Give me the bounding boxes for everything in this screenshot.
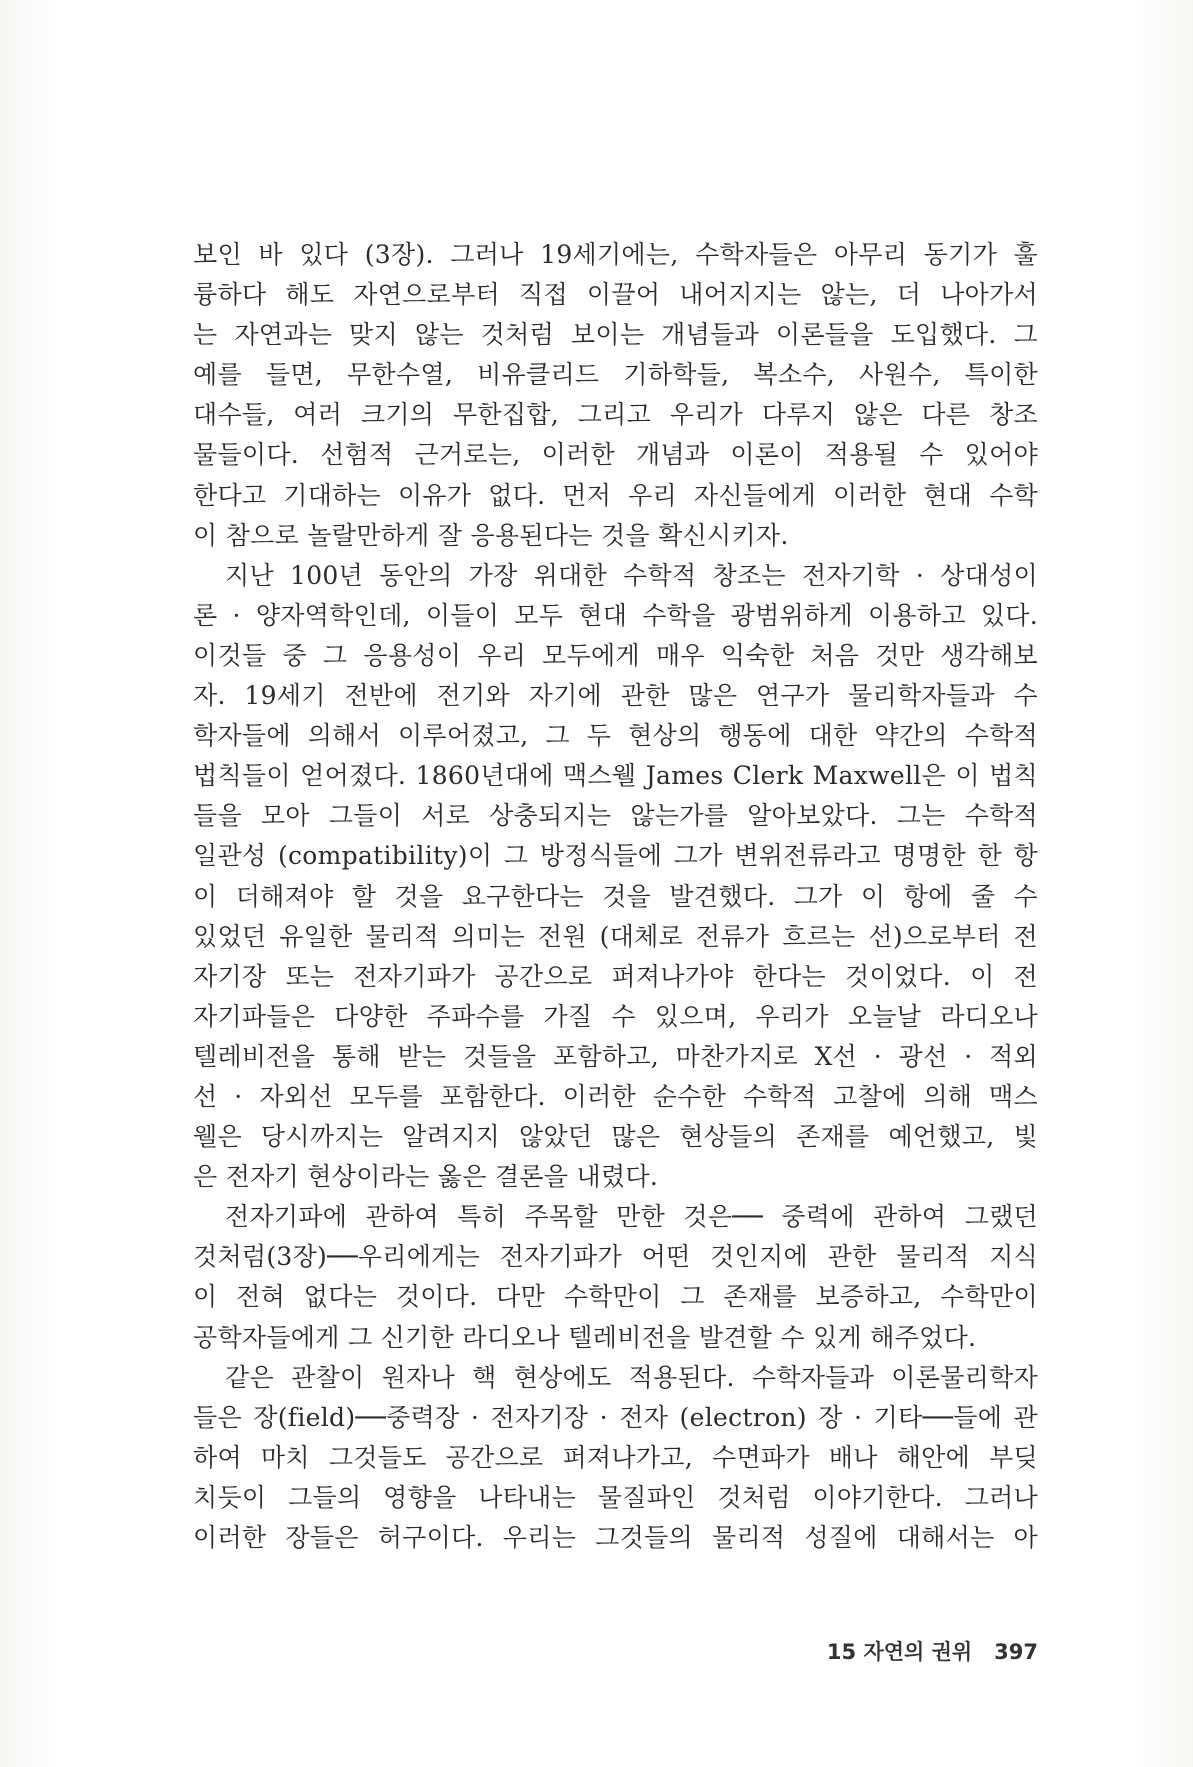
text-line: 있었던 유일한 물리적 의미는 전원 (대체로 전류가 흐르는 선)으로부터 전	[193, 921, 1038, 951]
text-line: 는 자연과는 맞지 않는 것처럼 보이는 개념들과 이론들을 도입했다. 그	[193, 320, 1038, 350]
text-line: 물들이다. 선험적 근거로는, 이러한 개념과 이론이 적용될 수 있어야	[193, 440, 1038, 470]
text-line: 법칙들이 얻어졌다. 1860년대에 맥스웰 James Clerk Maxwell은 이 법칙	[193, 761, 1038, 791]
running-footer-chapter: 15 자연의 권위	[826, 1640, 973, 1664]
text-line: 보인 바 있다 (3장). 그러나 19세기에는, 수학자들은 아무리 동기가 훌	[193, 240, 1038, 269]
text-line: 들을 모아 그들이 서로 상충되지는 않는가를 알아보았다. 그는 수학적	[193, 801, 1038, 831]
text-line: 학자들에 의해서 이루어졌고, 그 두 현상의 행동에 대한 약간의 수학적	[193, 721, 1038, 751]
text-line: 지난 100년 동안의 가장 위대한 수학적 창조는 전자기학 · 상대성이	[225, 560, 1038, 590]
text-line: 륭하다 해도 자연으로부터 직접 이끌어 내어지지는 않는, 더 나아가서	[193, 280, 1038, 310]
text-line: 예를 들면, 무한수열, 비유클리드 기하학들, 복소수, 사원수, 특이한	[193, 360, 1038, 390]
text-line: 일관성 (compatibility)이 그 방정식들에 그가 변위전류라고 명명한 한 항	[193, 841, 1038, 871]
text-line: 은 전자기 현상이라는 옳은 결론을 내렸다.	[193, 1162, 659, 1192]
text-line: 같은 관찰이 원자나 핵 현상에도 적용된다. 수학자들과 이론물리학자	[225, 1362, 1038, 1392]
text-line: 한다고 기대하는 이유가 없다. 먼저 우리 자신들에게 이러한 현대 수학	[193, 480, 1038, 510]
body-text	[193, 235, 1038, 1558]
text-line: 것처럼(3장)──우리에게는 전자기파가 어떤 것인지에 관한 물리적 지식	[193, 1242, 1038, 1272]
text-line: 전자기파에 관하여 특히 주목할 만한 것은── 중력에 관하여 그랬던	[225, 1202, 1038, 1232]
page-footer	[774, 1636, 1038, 1666]
text-line: 이 전혀 없다는 것이다. 다만 수학만이 그 존재를 보증하고, 수학만이	[193, 1282, 1038, 1312]
text-line: 하여 마치 그것들도 공간으로 퍼져나가고, 수면파가 배나 해안에 부딪	[193, 1442, 1038, 1472]
text-line: 들은 장(field)──중력장 · 전자기장 · 전자 (electron) 장 · 기타──들에 관	[193, 1402, 1038, 1432]
text-line: 자기장 또는 전자기파가 공간으로 퍼져나가야 한다는 것이었다. 이 전	[193, 961, 1038, 991]
text-line: 공학자들에게 그 신기한 라디오나 텔레비전을 발견할 수 있게 해주었다.	[193, 1322, 977, 1352]
text-line: 대수들, 여러 크기의 무한집합, 그리고 우리가 다루지 않은 다른 창조	[193, 400, 1038, 430]
text-line: 이러한 장들은 허구이다. 우리는 그것들의 물리적 성질에 대해서는 아	[193, 1523, 1038, 1552]
text-line: 웰은 당시까지는 알려지지 않았던 많은 현상들의 존재를 예언했고, 빛	[193, 1122, 1038, 1152]
text-line: 이것들 중 그 응용성이 우리 모두에게 매우 익숙한 처음 것만 생각해보	[193, 640, 1038, 670]
text-line: 텔레비전을 통해 받는 것들을 포함하고, 마찬가지로 X선 · 광선 · 적외	[193, 1041, 1038, 1071]
page-number: 397	[994, 1640, 1038, 1664]
text-line: 이 참으로 놀랄만하게 잘 응용된다는 것을 확신시키자.	[193, 520, 789, 550]
text-line: 이 더해져야 할 것을 요구한다는 것을 발견했다. 그가 이 항에 줄 수	[193, 881, 1038, 911]
text-line: 론 · 양자역학인데, 이들이 모두 현대 수학을 광범위하게 이용하고 있다.	[193, 600, 1038, 630]
text-line: 치듯이 그들의 영향을 나타내는 물질파인 것처럼 이야기한다. 그러나	[193, 1482, 1038, 1512]
text-line: 자. 19세기 전반에 전기와 자기에 관한 많은 연구가 물리학자들과 수	[193, 681, 1038, 711]
text-line: 자기파들은 다양한 주파수를 가질 수 있으며, 우리가 오늘날 라디오나	[193, 1001, 1038, 1031]
text-line: 선 · 자외선 모두를 포함한다. 이러한 순수한 수학적 고찰에 의해 맥스	[193, 1081, 1038, 1111]
